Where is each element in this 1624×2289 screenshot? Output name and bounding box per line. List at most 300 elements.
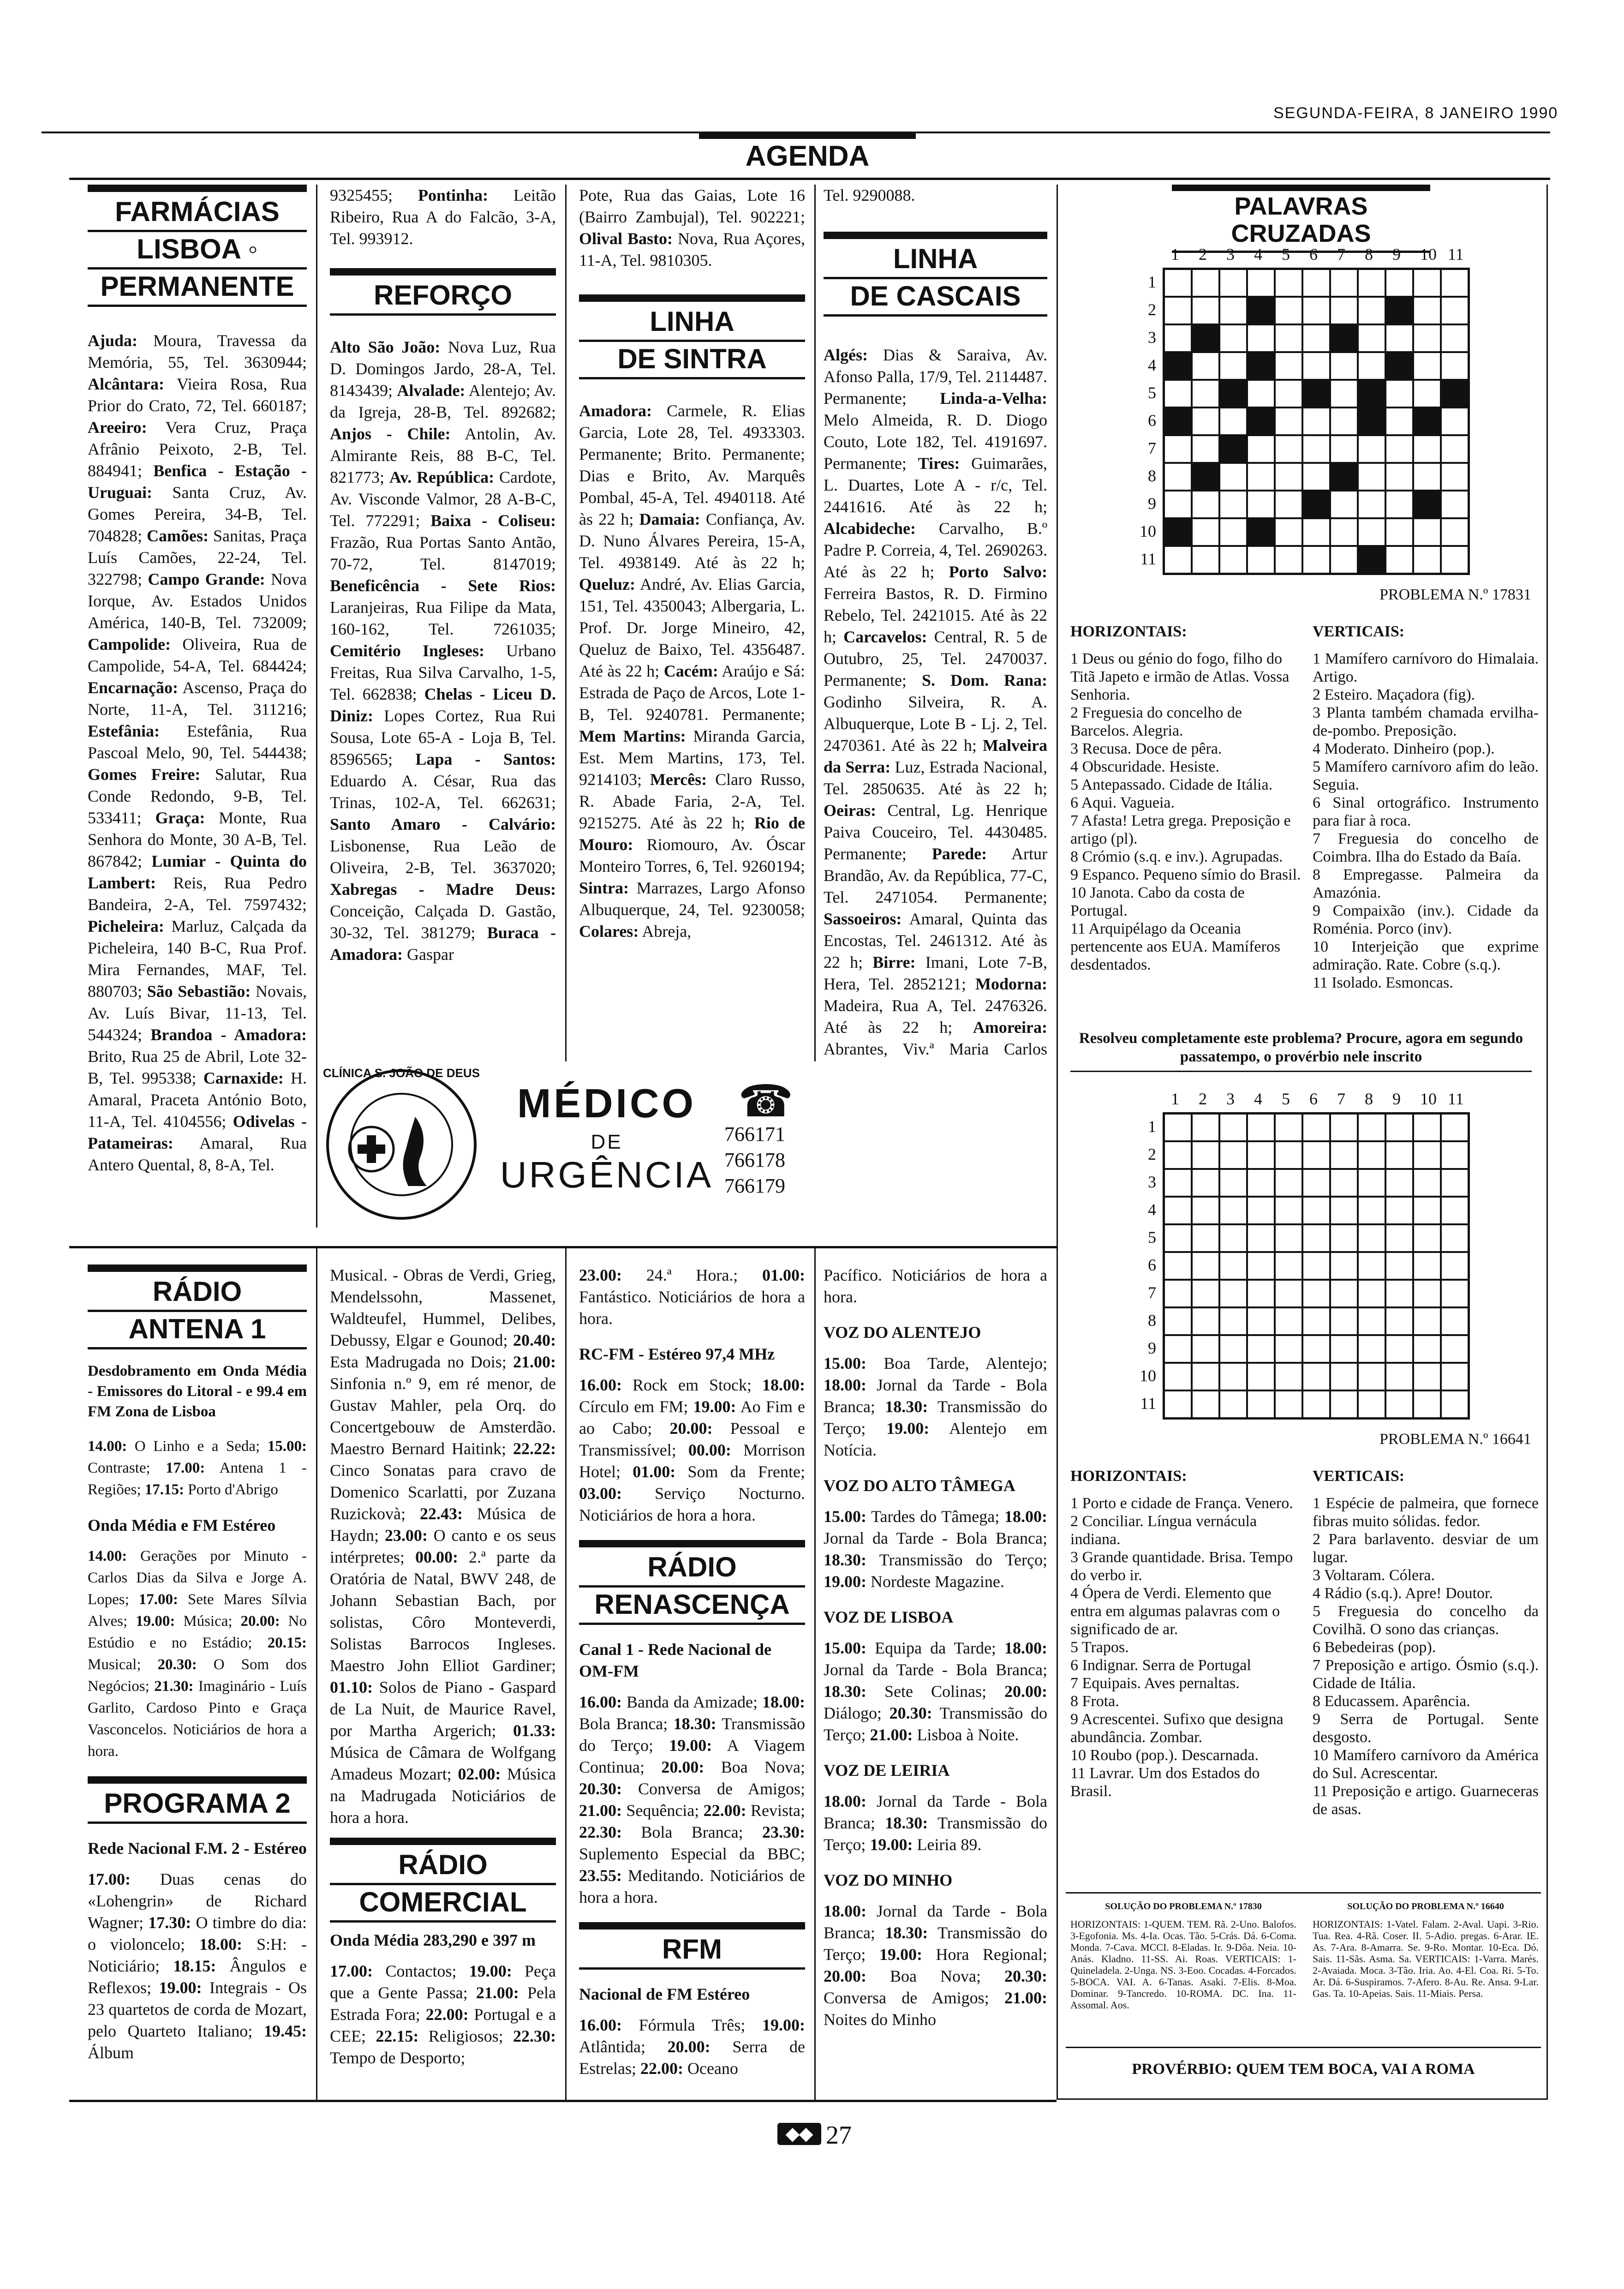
grid-cell[interactable] <box>1413 407 1441 435</box>
row-number: 6 <box>1148 411 1156 430</box>
grid-cell[interactable] <box>1192 1307 1219 1335</box>
grid-cell[interactable] <box>1247 491 1275 518</box>
grid-cell[interactable] <box>1330 1197 1358 1224</box>
grid-cell[interactable] <box>1358 269 1385 297</box>
grid-cell[interactable] <box>1358 297 1385 324</box>
crossword-title: PALAVRAS CRUZADAS <box>1172 193 1430 253</box>
antena1-schedule: Desdobramento em Onda Média - Emissores do Litoral - e 99.4 em FM Zona de Lisboa 14.00: O Linho e a Seda; 15.00: Contraste; 17.00: Antena 1 - Regiões; 17.15: Porto d'Abrigo Onda Média e FM Estéreo 14.00: Gerações por Minuto - Carlos Dias da Silva e Jorge A. Lopes; 17.00: Sete Mares Sílvia Alves; 19.00: Música; 20.00: No Estúdio e no Estádio; 20.15: Musical; 20.30: O Som dos Negócios; 21.30: Imaginário - Luís Garlito, Cardoso Pinto e Graça Vasconcelos. Noticiários de hora a hora. <box>88 1363 307 1760</box>
column-number: 3 <box>1226 1090 1235 1108</box>
grid-cell[interactable] <box>1385 546 1413 574</box>
grid-cell[interactable] <box>1385 380 1413 407</box>
grid-cell[interactable] <box>1441 297 1469 324</box>
grid-cell[interactable] <box>1192 546 1219 574</box>
grid-cell[interactable] <box>1358 1114 1385 1141</box>
grid-cell[interactable] <box>1358 1307 1385 1335</box>
grid-cell[interactable] <box>1385 1169 1413 1197</box>
grid-cell[interactable] <box>1164 518 1192 546</box>
grid-cell[interactable] <box>1441 518 1469 546</box>
grid-cell[interactable] <box>1413 463 1441 491</box>
grid-cell[interactable] <box>1192 491 1219 518</box>
agenda-rule <box>69 178 1550 180</box>
grid-cell[interactable] <box>1358 1197 1385 1224</box>
row-number: 7 <box>1148 439 1156 457</box>
grid-cell[interactable] <box>1302 1169 1330 1197</box>
grid-cell[interactable] <box>1247 1114 1275 1141</box>
grid-cell[interactable] <box>1413 1280 1441 1307</box>
grid-cell[interactable] <box>1247 407 1275 435</box>
grid-cell[interactable] <box>1219 1335 1247 1363</box>
grid-cell[interactable] <box>1330 463 1358 491</box>
column-number: 6 <box>1309 1090 1318 1108</box>
comercial-title-2: COMERCIAL <box>330 1885 556 1923</box>
grid-cell[interactable] <box>1192 352 1219 380</box>
grid-cell[interactable] <box>1164 546 1192 574</box>
grid-cell[interactable] <box>1441 352 1469 380</box>
grid-cell[interactable] <box>1192 1197 1219 1224</box>
row-number: 4 <box>1148 1200 1156 1219</box>
grid-cell[interactable] <box>1358 1169 1385 1197</box>
grid-cell[interactable] <box>1441 491 1469 518</box>
grid-cell[interactable] <box>1358 1224 1385 1252</box>
grid-cell[interactable] <box>1164 1197 1192 1224</box>
grid-cell[interactable] <box>1247 269 1275 297</box>
grid-cell[interactable] <box>1302 1224 1330 1252</box>
grid-cell[interactable] <box>1247 1390 1275 1418</box>
column-4 <box>824 185 1047 1125</box>
grid-cell[interactable] <box>1219 380 1247 407</box>
grid-cell[interactable] <box>1385 1335 1413 1363</box>
grid-cell[interactable] <box>1164 407 1192 435</box>
grid-cell[interactable] <box>1275 1390 1302 1418</box>
grid-cell[interactable] <box>1164 297 1192 324</box>
grid-cell[interactable] <box>1219 352 1247 380</box>
row-number: 8 <box>1148 1311 1156 1330</box>
grid-cell[interactable] <box>1413 1197 1441 1224</box>
grid-cell[interactable] <box>1219 1280 1247 1307</box>
grid-cell[interactable] <box>1302 407 1330 435</box>
grid-cell[interactable] <box>1164 491 1192 518</box>
grid-cell[interactable] <box>1164 1307 1192 1335</box>
grid-cell[interactable] <box>1219 1169 1247 1197</box>
grid-cell[interactable] <box>1413 1141 1441 1169</box>
grid-cell[interactable] <box>1247 463 1275 491</box>
grid-cell[interactable] <box>1441 1224 1469 1252</box>
grid-cell[interactable] <box>1330 491 1358 518</box>
grid-cell[interactable] <box>1219 1307 1247 1335</box>
grid-cell[interactable] <box>1275 324 1302 352</box>
grid-cell[interactable] <box>1441 1114 1469 1141</box>
comercial-title-1: RÁDIO <box>330 1848 556 1885</box>
grid-cell[interactable] <box>1441 1169 1469 1197</box>
grid-cell[interactable] <box>1330 1390 1358 1418</box>
grid-cell[interactable] <box>1275 1363 1302 1390</box>
grid-cell[interactable] <box>1302 1114 1330 1141</box>
grid-cell[interactable] <box>1358 407 1385 435</box>
row-number: 1 <box>1148 1117 1156 1136</box>
grid-cell[interactable] <box>1219 518 1247 546</box>
renascenca-schedule: Canal 1 - Rede Nacional de OM-FM 16.00: Banda da Amizade; 18.00: Bola Branca; 18.30: Transmissão do Terço; 19.00: A Viagem Continua; 20.00: Boa Nova; 20.30: Conversa de Amigos; 21.00: Sequência; 22.00: Revista; 22.30: Bola Branca; 23.30: Suplemento Especial da BBC; 23.55: Meditando. Noticiários de hora a hora. <box>579 1640 805 1906</box>
grid-cell[interactable] <box>1385 463 1413 491</box>
permanente-title: PERMANENTE <box>88 270 307 307</box>
grid-cell[interactable] <box>1164 269 1192 297</box>
column-number: 8 <box>1365 1090 1373 1108</box>
grid-cell[interactable] <box>1302 1363 1330 1390</box>
grid-cell[interactable] <box>1302 1141 1330 1169</box>
row-number: 3 <box>1148 328 1156 347</box>
grid-cell[interactable] <box>1413 1307 1441 1335</box>
mid-rule <box>69 1246 1057 1248</box>
grid-cell[interactable] <box>1192 1224 1219 1252</box>
grid-cell[interactable] <box>1302 435 1330 463</box>
grid-cell[interactable] <box>1192 1252 1219 1280</box>
grid-cell[interactable] <box>1164 1169 1192 1197</box>
column-number: 2 <box>1199 1090 1207 1108</box>
grid-cell[interactable] <box>1330 269 1358 297</box>
grid-cell[interactable] <box>1247 352 1275 380</box>
grid-cell[interactable] <box>1441 546 1469 574</box>
grid-cell[interactable] <box>1164 324 1192 352</box>
grid-cell[interactable] <box>1219 1363 1247 1390</box>
page-number: 27 <box>826 2121 852 2150</box>
grid-cell[interactable] <box>1441 269 1469 297</box>
grid-cell[interactable] <box>1330 1307 1358 1335</box>
grid-cell[interactable] <box>1164 435 1192 463</box>
grid-cell[interactable] <box>1275 1169 1302 1197</box>
grid-cell[interactable] <box>1441 435 1469 463</box>
grid-cell[interactable] <box>1441 1363 1469 1390</box>
grid-cell[interactable] <box>1302 352 1330 380</box>
grid-cell[interactable] <box>1385 1280 1413 1307</box>
grid-cell[interactable] <box>1385 1197 1413 1224</box>
resolveu-text: Resolveu completamente este problema? Procure, agora em segundo passatempo, o provérbio nele inscrito <box>1079 1030 1523 1065</box>
grid-cell[interactable] <box>1441 1141 1469 1169</box>
grid-cell[interactable] <box>1330 407 1358 435</box>
grid-cell[interactable] <box>1275 1280 1302 1307</box>
grid-cell[interactable] <box>1164 352 1192 380</box>
grid-cell[interactable] <box>1441 324 1469 352</box>
grid-cell[interactable] <box>1413 491 1441 518</box>
programa2-continued: Musical. - Obras de Verdi, Grieg, Mendelssohn, Massenet, Waldteufel, Hummel, Delibes, Debussy, Elgar e Gounod; 20.40: Esta Madrugada no Dois; 21.00: Sinfonia n.º 9, em ré menor, de Gustav Mahler, pela Orq. do Concertgebouw de Amsterdão. Maestro Bernard Haitink; 22.22: Cinco Sonatas para cravo de Domenico Scarlatti, por Zuzana Ruzickovà; 22.43: Música de Haydn; 23.00: O canto e os seus intérpretes; 00.00: 2.ª parte da Oratória de Natal, BWV 248, de Johann Sebastian Bach, por solistas, Côro Monteverdi, Solistas Barrocos Ingleses. Maestro John Elliot Gardiner; 01.10: Solos de Piano - Gaspard de La Nuit, de Maurice Ravel, por Martha Argerich; 01.33: Música de Câmara de Wolfgang Amadeus Mozart; 02.00: Música na Madrugada Noticiários de hora a hora. <box>330 1266 556 1827</box>
grid-cell[interactable] <box>1302 269 1330 297</box>
grid-cell[interactable] <box>1247 1224 1275 1252</box>
grid-cell[interactable] <box>1275 1114 1302 1141</box>
grid-cell[interactable] <box>1247 518 1275 546</box>
comercial-schedule: Onda Média 283,290 e 397 m 17.00: Contactos; 19.00: Peça que a Gente Passa; 21.00: Pela Estrada Fora; 22.00: Portugal e a CEE; 22.15: Religiosos; 22.30: Tempo de Desporto; <box>330 1931 556 2067</box>
grid-cell[interactable] <box>1164 1252 1192 1280</box>
linha-cascais-title-2: DE CASCAIS <box>824 279 1047 317</box>
grid-cell[interactable] <box>1219 1114 1247 1141</box>
resolveu-rule <box>1070 1071 1532 1072</box>
grid-cell[interactable] <box>1413 1363 1441 1390</box>
grid-cell[interactable] <box>1164 1390 1192 1418</box>
grid-cell[interactable] <box>1219 407 1247 435</box>
grid-cell[interactable] <box>1330 1141 1358 1169</box>
grid-cell[interactable] <box>1330 1252 1358 1280</box>
grid-cell[interactable] <box>1385 1224 1413 1252</box>
grid-cell[interactable] <box>1330 1280 1358 1307</box>
grid-cell[interactable] <box>1385 1307 1413 1335</box>
grid-cell[interactable] <box>1413 435 1441 463</box>
grid-cell[interactable] <box>1219 1390 1247 1418</box>
grid-cell[interactable] <box>1330 1363 1358 1390</box>
grid-cell[interactable] <box>1247 1197 1275 1224</box>
grid-cell[interactable] <box>1385 352 1413 380</box>
row-number: 10 <box>1140 522 1156 540</box>
programa2-title: PROGRAMA 2 <box>88 1786 307 1824</box>
grid-cell[interactable] <box>1275 1197 1302 1224</box>
grid-cell[interactable] <box>1358 1363 1385 1390</box>
grid-cell[interactable] <box>1358 491 1385 518</box>
grid-cell[interactable] <box>1219 435 1247 463</box>
grid-cell[interactable] <box>1358 1252 1385 1280</box>
grid-cell[interactable] <box>1192 518 1219 546</box>
grid-cell[interactable] <box>1302 1197 1330 1224</box>
grid-cell[interactable] <box>1247 546 1275 574</box>
grid-cell[interactable] <box>1219 546 1247 574</box>
grid-cell[interactable] <box>1275 546 1302 574</box>
grid-cell[interactable] <box>1413 1335 1441 1363</box>
solution-17830: SOLUÇÃO DO PROBLEMA N.º 17830 HORIZONTAIS: 1-QUEM. TEM. Rã. 2-Uno. Balofos. 3-Egofonia. Ms. 4-Ia. Ocas. Tão. 5-Crás. Dá. 6-Coma. Monda. 7-Cava. MCCI. 8-Eladas. Ir. 9-Dôa. Neia. 10-Anás. Kladno. 11-SS. Ai. Roas. VERTICAIS: 1-Quineladela. 2-Unga. NS. 3-Eoo. Cocadas. 4-Forcados. 5-BOCA. VAI. A. 6-Tanas. Asaki. 7-Elis. 8-Moa. Dominar. 9-Tancredo. 10-ROMA. DC. Ina. 11-Assomal. Aos. <box>1070 1901 1296 2011</box>
row-number: 7 <box>1148 1283 1156 1302</box>
agenda-bar <box>699 132 916 139</box>
grid-cell[interactable] <box>1302 546 1330 574</box>
grid-cell[interactable] <box>1219 1224 1247 1252</box>
grid-cell[interactable] <box>1413 1390 1441 1418</box>
grid-cell[interactable] <box>1330 435 1358 463</box>
grid-cell[interactable] <box>1330 1224 1358 1252</box>
grid-cell[interactable] <box>1413 1252 1441 1280</box>
grid-cell[interactable] <box>1164 1114 1192 1141</box>
grid-cell[interactable] <box>1275 491 1302 518</box>
grid-cell[interactable] <box>1247 1141 1275 1169</box>
grid-cell[interactable] <box>1164 380 1192 407</box>
grid-cell[interactable] <box>1192 1363 1219 1390</box>
grid-cell[interactable] <box>1219 1252 1247 1280</box>
farmacias-section <box>88 185 307 1176</box>
grid-cell[interactable] <box>1441 1197 1469 1224</box>
row-number: 2 <box>1148 300 1156 319</box>
grid-cell[interactable] <box>1164 1280 1192 1307</box>
grid-cell[interactable] <box>1413 324 1441 352</box>
grid-cell[interactable] <box>1441 463 1469 491</box>
grid-cell[interactable] <box>1330 1169 1358 1197</box>
grid-cell[interactable] <box>1358 1280 1385 1307</box>
grid-cell[interactable] <box>1219 324 1247 352</box>
grid-cell[interactable] <box>1247 324 1275 352</box>
grid-cell[interactable] <box>1192 1141 1219 1169</box>
grid-cell[interactable] <box>1413 269 1441 297</box>
publication-logo-icon: ◆◆ <box>777 2123 821 2145</box>
grid-cell[interactable] <box>1413 1169 1441 1197</box>
grid-cell[interactable] <box>1441 1335 1469 1363</box>
row-number: 2 <box>1148 1145 1156 1163</box>
grid-cell[interactable] <box>1330 324 1358 352</box>
grid-cell[interactable] <box>1330 546 1358 574</box>
grid-cell[interactable] <box>1385 407 1413 435</box>
grid-cell[interactable] <box>1219 463 1247 491</box>
farmacias-list: Ajuda: Moura, Travessa da Memória, 55, Tel. 3630944; Alcântara: Vieira Rosa, Rua Prior do Crato, 72, Tel. 660187; Areeiro: Vera Cruz, Praça Afrânio Peixoto, 2-B, Tel. 884941; Benfica - Estação - Uruguai: Santa Cruz, Av. Gomes Pereira, 34-B, Tel. 704828; Camões: Sanitas, Praça Luís Camões, 22-24, Tel. 322798; Campo Grande: Nova Iorque, Av. Estados Unidos América, 140-B, Tel. 732009; Campolide: Oliveira, Rua de Campolide, 54-A, Tel. 684424; Encarnação: Ascenso, Praça do Norte, 11-A, Tel. 311216; Estefânia: Estefânia, Rua Pascoal Melo, 90, Tel. 544438; Gomes Freire: Salutar, Rua Conde Redondo, 9-B, Tel. 533411; Graça: Monte, Rua Senhora do Monte, 30 A-B, Tel. 867842; Lumiar - Quinta do Lambert: Reis, Rua Pedro Bandeira, 2-A, Tel. 7597432; Picheleira: Marluz, Calçada da Picheleira, 140 B-C, Rua Prof. Mira Fernandes, MAF, Tel. 880703; São Sebastião: Novais, Av. Luís Bivar, 11-13, Tel. 544324; Brandoa - Amadora: Brito, Rua 25 de Abril, Lote 32-B, Tel. 995338; Carnaxide: H. Amaral, Praceta António Boto, 11-A, Tel. 4104556; Odivelas - Patameiras: Amaral, Rua Antero Quental, 8, 8-A, Tel. <box>88 331 307 1174</box>
grid-cell[interactable] <box>1164 463 1192 491</box>
grid-cell[interactable] <box>1385 491 1413 518</box>
grid-cell[interactable] <box>1413 1224 1441 1252</box>
grid-cell[interactable] <box>1441 1307 1469 1335</box>
grid-cell[interactable] <box>1441 1280 1469 1307</box>
grid-cell[interactable] <box>1275 435 1302 463</box>
grid-cell[interactable] <box>1441 1252 1469 1280</box>
grid-cell[interactable] <box>1302 324 1330 352</box>
grid-cell[interactable] <box>1275 269 1302 297</box>
column-number: 1 <box>1171 245 1179 264</box>
grid-cell[interactable] <box>1192 463 1219 491</box>
grid-cell[interactable] <box>1247 380 1275 407</box>
grid-cell[interactable] <box>1219 1197 1247 1224</box>
solution-rule <box>1066 1892 1541 1894</box>
grid-cell[interactable] <box>1385 324 1413 352</box>
grid-cell[interactable] <box>1358 546 1385 574</box>
grid-cell[interactable] <box>1385 435 1413 463</box>
grid-cell[interactable] <box>1275 380 1302 407</box>
grid-cell[interactable] <box>1358 518 1385 546</box>
grid-cell[interactable] <box>1330 1114 1358 1141</box>
grid-cell[interactable] <box>1219 297 1247 324</box>
grid-cell[interactable] <box>1413 352 1441 380</box>
grid-cell[interactable] <box>1358 380 1385 407</box>
grid-cell[interactable] <box>1275 518 1302 546</box>
grid-cell[interactable] <box>1385 518 1413 546</box>
row-number: 8 <box>1148 467 1156 485</box>
column-number: 5 <box>1282 245 1290 264</box>
grid-cell[interactable] <box>1247 1307 1275 1335</box>
horizontais-2: HORIZONTAIS: 1 Porto e cidade de França. Venero. 2 Conciliar. Língua vernácula indiana. 3 Grande quantidade. Brisa. Tempo do verbo ir. 4 Ópera de Verdi. Elemento que entra em algumas palavras com o significado de ar. 5 Trapos. 6 Indignar. Serra de Portugal 7 Equipais. Aves pernaltas. 8 Frota. 9 Acrescentei. Sufixo que designa abundância. Zombar. 10 Roubo (pop.). Descarnada. 11 Lavrar. Um dos Estados do Brasil. <box>1070 1468 1293 1800</box>
solution-16640: SOLUÇÃO DO PROBLEMA N.º 16640 HORIZONTAIS: 1-Vatel. Falam. 2-Aval. Uapi. 3-Rio. Tua. Rea. 4-Rã. Coser. II. 5-Adio. pregas. 6-Arar. IE. As. 7-Ara. 8-Amarra. Se. 9-Ro. Montar. 10-Eca. Dó. Sais. 11-Sãs. Asma. Sa. VERTICAIS: 1-Varra. Marés. 2-Avaiada. Moca. 3-Tão. Iria. Ao. 4-El. Coa. Ri. 5-To. Ar. Dá. 6-Suspiramos. 7-Afero. 8-Au. Re. Ansa. 9-Lar. Gas. Ta. 10-Apeias. Sais. 11-Miais. Persa. <box>1313 1901 1539 1999</box>
grid-cell[interactable] <box>1385 1114 1413 1141</box>
grid-cell[interactable] <box>1275 297 1302 324</box>
row-number: 9 <box>1148 1339 1156 1357</box>
grid-cell[interactable] <box>1441 407 1469 435</box>
grid-cell[interactable] <box>1385 1363 1413 1390</box>
grid-cell[interactable] <box>1247 1363 1275 1390</box>
grid-cell[interactable] <box>1192 380 1219 407</box>
rfm-schedule: Nacional de FM Estéreo 16.00: Fórmula Três; 19.00: Atlântida; 20.00: Serra de Estrelas; 22.00: Oceano <box>579 1985 806 2078</box>
grid-cell[interactable] <box>1330 352 1358 380</box>
medico-text: MÉDICO <box>517 1080 696 1126</box>
grid-cell[interactable] <box>1275 1141 1302 1169</box>
grid-cell[interactable] <box>1330 380 1358 407</box>
grid-cell[interactable] <box>1192 1169 1219 1197</box>
grid-cell[interactable] <box>1302 463 1330 491</box>
grid-cell[interactable] <box>1164 1141 1192 1169</box>
grid-cell[interactable] <box>1441 1390 1469 1418</box>
grid-cell[interactable] <box>1358 1141 1385 1169</box>
grid-cell[interactable] <box>1192 435 1219 463</box>
grid-cell[interactable] <box>1192 324 1219 352</box>
grid-cell[interactable] <box>1330 1335 1358 1363</box>
grid-cell[interactable] <box>1192 297 1219 324</box>
column-number: 4 <box>1254 245 1262 264</box>
grid-cell[interactable] <box>1413 518 1441 546</box>
grid-cell[interactable] <box>1302 518 1330 546</box>
grid-cell[interactable] <box>1385 269 1413 297</box>
grid-cell[interactable] <box>1413 297 1441 324</box>
grid-cell[interactable] <box>1413 546 1441 574</box>
grid1-row-numbers <box>1135 268 1158 572</box>
grid-cell[interactable] <box>1302 1252 1330 1280</box>
grid-cell[interactable] <box>1275 352 1302 380</box>
grid-cell[interactable] <box>1247 435 1275 463</box>
grid-cell[interactable] <box>1247 1280 1275 1307</box>
grid-cell[interactable] <box>1192 1335 1219 1363</box>
grid-cell[interactable] <box>1413 380 1441 407</box>
grid-cell[interactable] <box>1413 1114 1441 1141</box>
grid-cell[interactable] <box>1302 297 1330 324</box>
grid-cell[interactable] <box>1385 297 1413 324</box>
grid-cell[interactable] <box>1441 380 1469 407</box>
linha-sintra-title-2: DE SINTRA <box>579 342 805 379</box>
reforco-title: REFORÇO <box>330 278 556 316</box>
grid-cell[interactable] <box>1192 407 1219 435</box>
crossword-grid-2[interactable] <box>1163 1112 1470 1420</box>
grid-cell[interactable] <box>1275 407 1302 435</box>
grid-cell[interactable] <box>1358 435 1385 463</box>
grid-cell[interactable] <box>1219 269 1247 297</box>
grid-cell[interactable] <box>1275 463 1302 491</box>
grid-cell[interactable] <box>1247 1335 1275 1363</box>
row-number: 5 <box>1148 1228 1156 1246</box>
grid-cell[interactable] <box>1192 1390 1219 1418</box>
grid-cell[interactable] <box>1219 491 1247 518</box>
grid-cell[interactable] <box>1302 1280 1330 1307</box>
grid-cell[interactable] <box>1330 297 1358 324</box>
grid-cell[interactable] <box>1302 1307 1330 1335</box>
grid-cell[interactable] <box>1275 1252 1302 1280</box>
proverbio-text: PROVÉRBIO: QUEM TEM BOCA, VAI A ROMA <box>1132 2061 1475 2078</box>
grid-cell[interactable] <box>1247 297 1275 324</box>
grid-cell[interactable] <box>1385 1141 1413 1169</box>
grid-cell[interactable] <box>1219 1141 1247 1169</box>
grid-cell[interactable] <box>1275 1307 1302 1335</box>
crossword-grid-1[interactable] <box>1163 268 1470 575</box>
grid-cell[interactable] <box>1192 269 1219 297</box>
grid-cell[interactable] <box>1358 352 1385 380</box>
column-rule <box>814 185 816 1061</box>
grid-cell[interactable] <box>1302 1390 1330 1418</box>
grid-cell[interactable] <box>1358 463 1385 491</box>
grid-cell[interactable] <box>1275 1335 1302 1363</box>
column-number: 2 <box>1199 245 1207 264</box>
grid-cell[interactable] <box>1302 1335 1330 1363</box>
grid-cell[interactable] <box>1302 380 1330 407</box>
grid-cell[interactable] <box>1275 1224 1302 1252</box>
grid-cell[interactable] <box>1358 1335 1385 1363</box>
grid-cell[interactable] <box>1247 1169 1275 1197</box>
pontinha-text: 9325455; Pontinha: Leitão Ribeiro, Rua A do Falcão, 3-A, Tel. 993912. <box>330 186 556 248</box>
grid-cell[interactable] <box>1330 518 1358 546</box>
grid-cell[interactable] <box>1385 1252 1413 1280</box>
column-number: 10 <box>1420 1090 1437 1108</box>
row-number: 3 <box>1148 1173 1156 1191</box>
grid-cell[interactable] <box>1192 1280 1219 1307</box>
grid-cell[interactable] <box>1247 1252 1275 1280</box>
grid-cell[interactable] <box>1164 1335 1192 1363</box>
grid-cell[interactable] <box>1358 324 1385 352</box>
grid-cell[interactable] <box>1385 1390 1413 1418</box>
grid-cell[interactable] <box>1358 1390 1385 1418</box>
grid-cell[interactable] <box>1192 1114 1219 1141</box>
grid-cell[interactable] <box>1164 1224 1192 1252</box>
bottom-rule <box>69 2100 1057 2102</box>
grid-cell[interactable] <box>1302 491 1330 518</box>
grid-cell[interactable] <box>1164 1363 1192 1390</box>
